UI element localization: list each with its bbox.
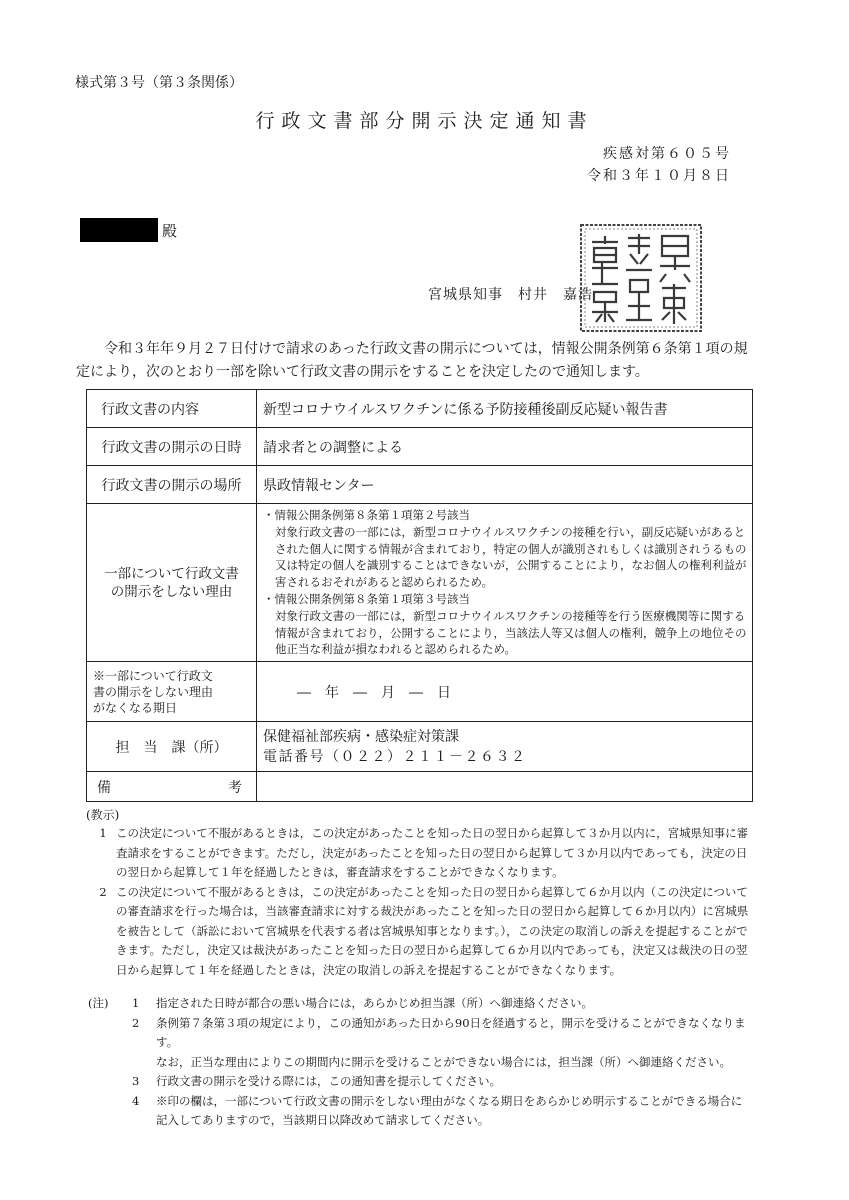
document-date: 令和３年１０月８日 (587, 168, 731, 184)
datetime-label: 行政文書の開示の日時 (87, 428, 257, 466)
table-row (87, 662, 753, 722)
reason-label: 一部について行政文書 の開示をしない理由 (87, 504, 257, 662)
table-row (87, 772, 753, 802)
table-row (87, 390, 753, 428)
table-row (87, 722, 753, 772)
list-item: なお，正当な理由によりこの期間内に開示を受けることができない場合には，担当課（所）へ御連絡ください。 (156, 1054, 731, 1069)
phone-number: 電話番号（０２２）２１１－２６３２ (263, 748, 527, 765)
content-value: 新型コロナウイルスワクチンに係る予防接種後副反応疑い報告書 (257, 390, 753, 428)
remarks-label: 備 考 (87, 772, 257, 802)
no-reason-date-value: ― 年 ― 月 ― 日 (257, 662, 753, 722)
instruction-heading: (教示) (86, 808, 120, 822)
instruction-list (90, 824, 750, 980)
list-item: 4 ※印の欄は，一部について行政文書の開示をしない理由がなくなる期日をあらかじめ明示することができる場合に記入してありますので，当該期日以降改めて請求してください。 (132, 1093, 743, 1127)
content-label: 行政文書の内容 (87, 390, 257, 428)
reason-2-body: 対象行政文書の一部には，新型コロナウイルスワクチンの接種等を行う医療機関等に関する情報が含まれており，公開することにより，当該法人等又は個人の権利，競争上の地位その他正当な利益が損なわれると認められるため。 (275, 608, 747, 657)
place-value: 県政情報センター (257, 466, 753, 504)
datetime-value: 請求者との調整による (257, 428, 753, 466)
table-row (87, 504, 753, 662)
department-name: 保健福祉部疾病・感染症対策課 (263, 728, 459, 745)
list-item: 2 この決定について不服があるときは，この決定があったことを知った日の翌日から起算して６か月以内（この決定についての審査請求を行った場合は，当該審査請求に対する裁決があったことを知った日の翌日から起算して６か月以内）に宮城県を被告として（訴訟において宮城県を代表する者は宮城県知事となります。），この決定の取消しの訴えを提起することができます。ただし，決定又は裁決があったことを知った日の翌日から起算して６か月以内であっても，決定又は裁決の日の翌日から起算して１年を経過したときは，決定の取消しの訴えを提起することができなくなります。 (99, 884, 749, 977)
list-item: 3 行政文書の開示を受ける際には，この通知書を提示してください。 (132, 1074, 501, 1088)
reason-value (257, 504, 753, 662)
document-title: 行政文書部分開示決定通知書 (255, 110, 594, 132)
official-seal-stamp (578, 222, 704, 334)
addressee-suffix: 殿 (162, 222, 178, 240)
reason-1-body: 対象行政文書の一部には，新型コロナウイルスワクチンの接種を行い，副反応疑いがあるとされた個人に関する情報が含まれており，特定の個人が識別されもしくは識別されうるもの又は特定の個人を識別することはできないが，公開することにより，なお個人の権利利益が害されるおそれがあると認められるため。 (275, 524, 747, 590)
document-number: 疾感対第６０５号 (603, 146, 731, 162)
redacted-addressee (80, 218, 158, 242)
department-label: 担 当 課（所） (87, 722, 257, 772)
list-item: 1 この決定について不服があるときは，この決定があったことを知った日の翌日から起算して３か月以内に，宮城県知事に審査請求をすることができます。ただし，決定があったことを知った日の翌日から起算して３か月以内であっても，決定の日の翌日から起算して１年を経過したときは，審査請求をすることができなくなります。 (99, 826, 749, 879)
remarks-value (257, 772, 753, 802)
no-reason-date-label: ※一部について行政文 書の開示をしない理由 がなくなる期日 (87, 662, 257, 722)
table-row (87, 428, 753, 466)
reason-2-heading: ・情報公開条例第８条第１項第３号該当 (263, 591, 470, 606)
department-value (257, 722, 753, 772)
place-label: 行政文書の開示の場所 (87, 466, 257, 504)
notes-list (88, 994, 753, 1131)
list-item: (注) 1 指定された日時が都合の悪い場合には，あらかじめ担当課（所）へ御連絡ください。 (88, 996, 593, 1010)
issuer-name: 宮城県知事 村井 嘉浩 (428, 287, 593, 303)
table-row (87, 466, 753, 504)
list-item: 2 条例第７条第３項の規定により，この通知があった日から90日を経過すると，開示を受けることができなくなります。 (132, 1015, 746, 1049)
form-number: 様式第３号（第３条関係） (75, 75, 243, 91)
reason-1-heading: ・情報公開条例第８条第１項第２号該当 (263, 508, 470, 522)
intro-paragraph: 令和３年年９月２７日付けで請求のあった行政文書の開示については，情報公開条例第６条第１項の規定により，次のとおり一部を除いて行政文書の開示をすることを決定したので通知します。 (76, 341, 748, 380)
disclosure-table (86, 389, 753, 802)
